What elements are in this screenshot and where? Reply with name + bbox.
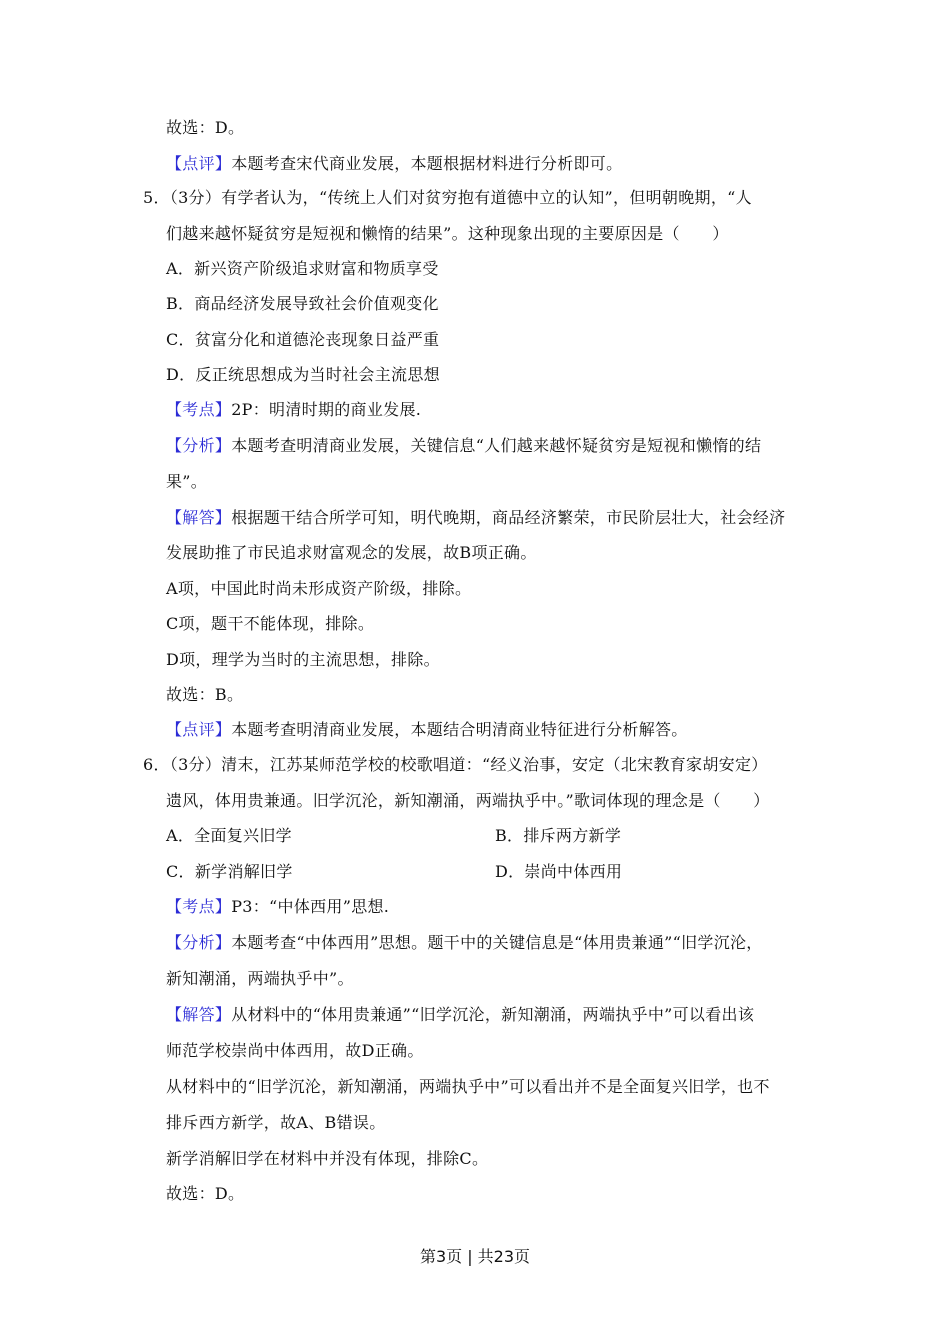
q6-option-a: A．全面复兴旧学: [166, 826, 292, 845]
review-tag: 【点评】: [166, 154, 232, 173]
review-text: 本题考查明清商业发展，本题结合明清商业特征进行分析解答。: [231, 720, 688, 739]
q4-review: [166, 154, 622, 174]
q6-answer-line3: 从材料中的“旧学沉沦，新知潮涌，两端执乎中”可以看出并不是全面复兴旧学，也不: [166, 1077, 770, 1096]
q6-choice: 故选：D。: [166, 1184, 245, 1203]
answer-text: 从材料中的“体用贵兼通”“旧学沉沦，新知潮涌，两端执乎中”可以看出该: [231, 1005, 755, 1024]
answer-text: 根据题干结合所学可知，明代晚期，商品经济繁荣，市民阶层壮大，社会经济: [231, 508, 786, 527]
q4-choice: 故选：D。: [166, 118, 245, 137]
q6-answer-line4: 排斥西方新学，故A、B错误。: [166, 1113, 386, 1132]
q5-analysis-line1: [166, 436, 761, 456]
q6-option-c: C．新学消解旧学: [166, 862, 293, 881]
analysis-tag: 【分析】: [166, 933, 232, 952]
q5-option-c: C．贫富分化和道德沦丧现象日益严重: [166, 330, 440, 349]
q6-answer-line1: [166, 1005, 754, 1025]
q6-analysis-line2: 新知潮涌，两端执乎中”。: [166, 969, 354, 988]
point-tag: 【考点】: [166, 400, 232, 419]
answer-tag: 【解答】: [166, 1005, 232, 1024]
point-text: P3：“中体西用”思想.: [231, 897, 390, 916]
review-tag: 【点评】: [166, 720, 232, 739]
q5-option-b: B．商品经济发展导致社会价值观变化: [166, 294, 439, 313]
analysis-text: 本题考查“中体西用”思想。题干中的关键信息是“体用贵兼通”“旧学沉沦，: [231, 933, 763, 952]
q5-answer-line1: [166, 508, 785, 528]
point-tag: 【考点】: [166, 897, 232, 916]
review-text: 本题考查宋代商业发展，本题根据材料进行分析即可。: [231, 154, 623, 173]
q6-answer-line2: 师范学校崇尚中体西用，故D正确。: [166, 1041, 424, 1060]
q6-option-b: B．排斥两方新学: [495, 826, 622, 845]
q5-answer-line3: A项，中国此时尚未形成资产阶级，排除。: [166, 579, 472, 598]
q5-choice: 故选：B。: [166, 685, 244, 704]
q6-analysis-line1: [166, 933, 763, 953]
q5-stem-line1: [143, 188, 752, 208]
question-number: 6．: [143, 755, 170, 774]
q6-point: [166, 897, 389, 917]
answer-tag: 【解答】: [166, 508, 232, 527]
q6-stem-line2: 遗风，体用贵兼通。旧学沉沦，新知潮涌，两端执乎中。”歌词体现的理念是（ ）: [166, 791, 770, 810]
q5-answer-line2: 发展助推了市民追求财富观念的发展，故B项正确。: [166, 543, 537, 562]
point-text: 2P：明清时期的商业发展.: [231, 400, 422, 419]
q5-stem-line2: 们越来越怀疑贫穷是短视和懒惰的结果”。这种现象出现的主要原因是（ ）: [166, 224, 729, 243]
q6-stem-line1: [143, 755, 768, 775]
stem-text: （3分）清末，江苏某师范学校的校歌唱道：“经义治事，安定（北宋教育家胡安定）: [169, 755, 768, 774]
q5-option-d: D．反正统思想成为当时社会主流思想: [166, 365, 440, 384]
q5-answer-line5: D项，理学为当时的主流思想，排除。: [166, 650, 440, 669]
q5-point: [166, 400, 421, 420]
q5-option-a: A．新兴资产阶级追求财富和物质享受: [166, 259, 439, 278]
analysis-tag: 【分析】: [166, 436, 232, 455]
q5-review: [166, 720, 688, 740]
stem-text: （3分）有学者认为，“传统上人们对贫穷抱有道德中立的认知”，但明朝晚期，“人: [169, 188, 752, 207]
question-number: 5．: [143, 188, 170, 207]
q6-option-d: D．崇尚中体西用: [495, 862, 623, 881]
q6-answer-line5: 新学消解旧学在材料中并没有体现，排除C。: [166, 1149, 489, 1168]
analysis-text: 本题考查明清商业发展，关键信息“人们越来越怀疑贫穷是短视和懒惰的结: [231, 436, 762, 455]
page-footer: 第3页 | 共23页: [419, 1247, 531, 1266]
q5-analysis-line2: 果”。: [166, 472, 208, 491]
q5-answer-line4: C项，题干不能体现，排除。: [166, 614, 375, 633]
